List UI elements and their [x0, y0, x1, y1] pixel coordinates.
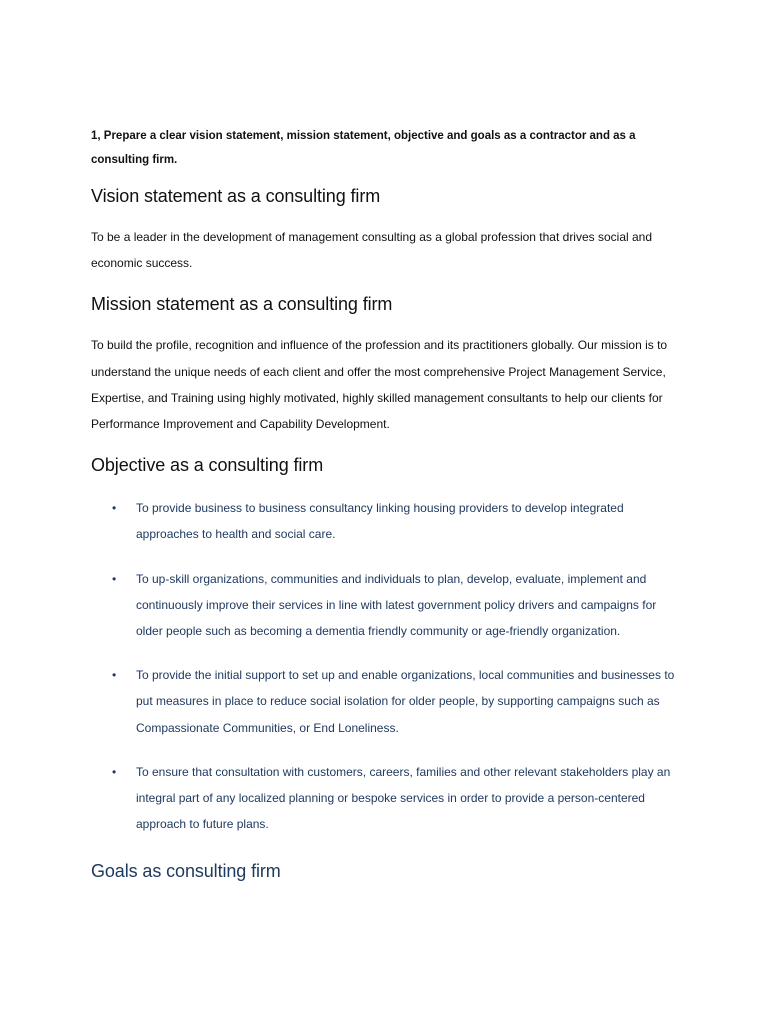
bullet-icon: • — [112, 571, 117, 586]
list-item-text: To provide the initial support to set up and enable organizations, local communities and businesses to put measures in place to reduce social isolation for older people, by supporting campaigns such as Compassionate Communities, or End Loneliness. — [136, 668, 675, 735]
objective-list — [91, 495, 676, 837]
document-content — [91, 124, 676, 899]
list-item — [91, 566, 676, 645]
list-item — [91, 495, 676, 547]
list-item — [91, 759, 676, 838]
list-item-text: To ensure that consultation with customers, careers, families and other relevant stakeholders play an integral part of any localized planning or bespoke services in order to provide a person-centered approach to future plans. — [136, 764, 671, 832]
bullet-icon: • — [112, 501, 117, 516]
mission-heading: Mission statement as a consulting firm — [91, 294, 393, 315]
list-item-text: To provide business to business consultancy linking housing providers to develop integrated approaches to health and social care. — [136, 501, 624, 542]
objective-heading: Objective as a consulting firm — [91, 455, 324, 476]
mission-paragraph: To build the profile, recognition and influence of the profession and its practitioners globally. Our mission is to understand the unique needs of each client and offer the most comprehensive Project Management Service, Expertise, and Training using highly motivated, highly skilled management consultants to help our clients for Performance Improvement and Capability Development. — [91, 338, 668, 432]
vision-heading: Vision statement as a consulting firm — [91, 186, 381, 206]
list-item — [91, 662, 676, 741]
question-text: 1, Prepare a clear vision statement, mission statement, objective and goals as a contractor and as a consulting firm. — [91, 130, 636, 166]
list-item-text: To up-skill organizations, communities and individuals to plan, develop, evaluate, implement and continuously improve their services in line with latest government policy drivers and campaigns for older people such as becoming a dementia friendly community or age-friendly organization. — [136, 571, 657, 639]
goals-heading: Goals as consulting firm — [91, 861, 281, 882]
bullet-icon: • — [112, 764, 117, 779]
bullet-icon: • — [112, 668, 117, 683]
vision-paragraph: To be a leader in the development of management consulting as a global profession that drives social and economic success. — [91, 230, 653, 271]
